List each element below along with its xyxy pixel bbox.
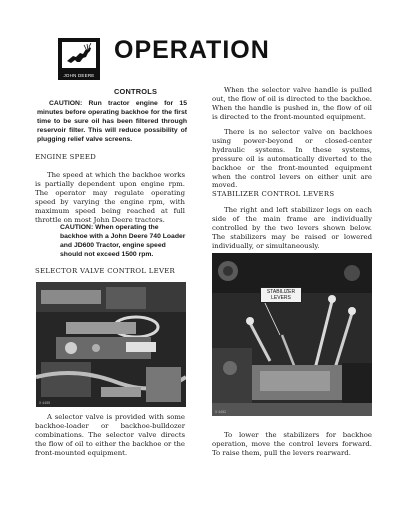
stabilizer-text: The right and left stabilizer legs on each side of the main frame are individually controlled by the two levers shown below. The stabilizers may be raised or lowered individually, or simultaneously. xyxy=(212,206,372,250)
controls-heading: CONTROLS xyxy=(114,87,158,96)
engine-speed-text: The speed at which the backhoe works is partially dependent upon engine rpm. The operator may regulate operating speed by varying the engine rpm, with maximum speed being reached at full throttle on most John Deere tractors. xyxy=(35,171,185,224)
selector-valve-photo xyxy=(36,282,186,407)
page-title: OPERATION xyxy=(114,36,270,64)
logo-caption: JOHN DEERE xyxy=(63,73,95,78)
caution-engine-warmup: CAUTION: Run tractor engine for 15 minutes before operating backhoe for the first time to be sure oil has been filtered through reservoir filter. This will reduce possibility of plugging relief valve screens. xyxy=(37,100,187,143)
figure-id: X 4452 xyxy=(215,410,227,414)
power-beyond-text: There is no selector valve on backhoes using power-beyond or closed-center hydraulic systems. In these systems, pressure oil is automatically diverted to the backhoe or the front-mounted equipment when the control levers on either unit are moved. xyxy=(212,128,372,190)
stabilizer-operation-text: To lower the stabilizers for backhoe operation, move the control levers forward. To raise them, pull the levers rearward. xyxy=(212,431,372,457)
deer-icon xyxy=(62,42,96,68)
stabilizer-levers-callout: STABILIZER LEVERS xyxy=(260,287,302,303)
engine-speed-heading: ENGINE SPEED xyxy=(35,153,97,161)
selector-handle-text: When the selector valve handle is pulled out, the flow of oil is directed to the backhoe. When the handle is pushed in, the flow of oil is directed to the front-mounted equipment. xyxy=(212,86,372,121)
caution-engine-rpm: CAUTION: When operating the backhoe with a John Deere 740 Loader and JD600 Tractor, engine speed should not exceed 1500 rpm. xyxy=(60,224,186,258)
stabilizer-levers-photo xyxy=(212,253,372,416)
figure-id: X 4455 xyxy=(39,401,51,405)
john-deere-logo xyxy=(58,38,100,80)
stabilizer-heading: STABILIZER CONTROL LEVERS xyxy=(212,190,335,198)
selector-valve-heading: SELECTOR VALVE CONTROL LEVER xyxy=(35,267,176,275)
selector-valve-text: A selector valve is provided with some backhoe-loader or backhoe-bulldozer combinations. The selector valve directs the flow of oil to either the backhoe or the front-mounted equipment. xyxy=(35,413,185,457)
